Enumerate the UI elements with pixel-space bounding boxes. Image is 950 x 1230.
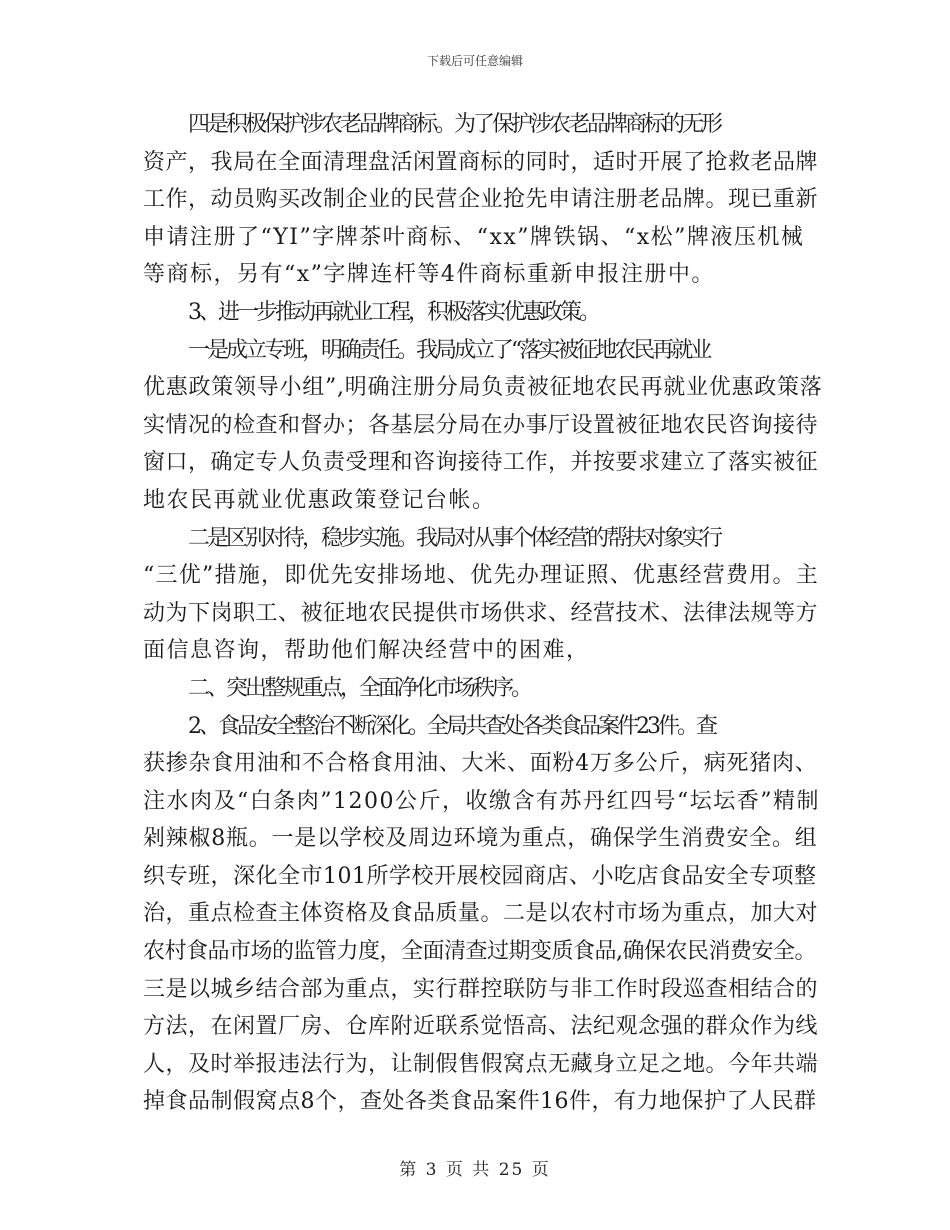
text-line: 资产，我局在全面清理盘活闲置商标的同时，适时开展了抢救老品牌 bbox=[143, 149, 819, 175]
text-line: 织专班，深化全市101所学校开展校园商店、小吃店食品安全专项整 bbox=[143, 863, 817, 889]
text-line: 二是区别对待，稳步实施。我局对从事个体经营的帮扶对象实行 bbox=[188, 525, 721, 551]
text-line: 等商标，另有“x”字牌连杆等4件商标重新申报注册中。 bbox=[143, 262, 715, 288]
text-line: 获掺杂食用油和不合格食用油、大米、面粉4万多公斤，病死猪肉、 bbox=[143, 751, 818, 777]
text-line: 注水肉及“白条肉”1200公斤，收缴含有苏丹红四号“坛坛香”精制 bbox=[143, 788, 820, 814]
text-line: 四是积极保护涉农老品牌商标。为了保护涉农老品牌商标的无形 bbox=[188, 112, 721, 137]
text-line: 实情况的检查和督办；各基层分局在办事厅设置被征地农民咨询接待 bbox=[143, 412, 819, 438]
text-line: 动为下岗职工、被征地农民提供市场供求、经营技术、法律法规等方 bbox=[143, 600, 819, 626]
text-line: 工作，动员购买改制企业的民营企业抢先申请注册老品牌。现已重新 bbox=[143, 187, 819, 213]
page-footer: 第 3 页 共 25 页 bbox=[399, 1160, 551, 1180]
page-header: 下载后可任意编辑 bbox=[426, 54, 523, 68]
text-line: 地农民再就业优惠政策登记台帐。 bbox=[143, 487, 496, 513]
text-line: 申请注册了“YI”字牌茶叶商标、“xx”牌铁锅、“x松”牌液压机械 bbox=[143, 224, 805, 250]
text-line: 掉食品制假窝点8个，查处各类食品案件16件，有力地保护了人民群 bbox=[143, 1089, 817, 1115]
text-line: 剁辣椒8瓶。一是以学校及周边环境为重点，确保学生消费安全。组 bbox=[143, 826, 818, 852]
text-line: 三是以城乡结合部为重点，实行群控联防与非工作时段巡查相结合的 bbox=[143, 976, 819, 1002]
text-line: 2、食品安全整治不断深化。全局共查处各类食品案件23件。查 bbox=[188, 713, 715, 739]
document-body bbox=[143, 106, 823, 1121]
text-line: 二、突出整规重点，全面净化市场秩序。 bbox=[188, 675, 531, 701]
text-line: “三优”措施，即优先安排场地、优先办理证照、优惠经营费用。主 bbox=[143, 563, 819, 589]
text-line: 方法，在闲置厂房、仓库附近联系觉悟高、法纪观念强的群众作为线 bbox=[143, 1014, 819, 1040]
text-line: 优惠政策领导小组”,明确注册分局负责被征地农民再就业优惠政策落 bbox=[143, 375, 823, 401]
text-line: 3、进一步推动再就业工程，积极落实优惠政策。 bbox=[188, 299, 598, 325]
text-line: 农村食品市场的监管力度，全面清查过期变质食品,确保农民消费安全。 bbox=[143, 939, 816, 965]
text-line: 窗口，确定专人负责受理和咨询接待工作，并按要求建立了落实被征 bbox=[143, 450, 819, 476]
text-line: 面信息咨询，帮助他们解决经营中的困难， bbox=[143, 638, 590, 664]
text-line: 一是成立专班，明确责任。我局成立了“落实被征地农民再就业 bbox=[188, 337, 710, 363]
text-line: 治，重点检查主体资格及食品质量。二是以农村市场为重点，加大对 bbox=[143, 901, 819, 927]
text-line: 人，及时举报违法行为，让制假售假窝点无藏身立足之地。今年共端 bbox=[143, 1051, 819, 1077]
